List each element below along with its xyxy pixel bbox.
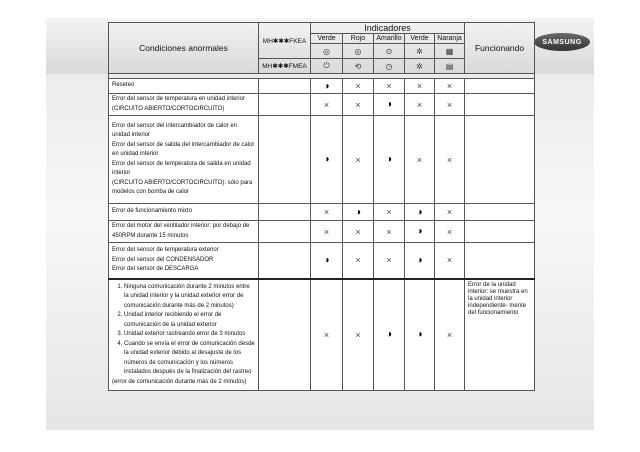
indicator-state: × xyxy=(435,79,465,94)
communication-note: (error de comunicación durante más de 2 minutos) xyxy=(112,378,247,385)
indicator-state: × xyxy=(435,204,465,221)
condition-text: Error de funcionamiento mixto xyxy=(112,208,193,215)
indicator-state: ◑ xyxy=(311,79,343,94)
clock-indicator-icon: ⊙ xyxy=(374,44,405,59)
operating-note: Error de la unidad interior: se muestra en la unidad interior independiente- mente del funcionamiento xyxy=(465,279,535,391)
communication-step: 2. Unidad interior recibiendo el error de comunicación de la unidad exterior xyxy=(124,311,255,330)
filter-indicator-icon: ▦ xyxy=(435,44,465,59)
indicator-state: × xyxy=(343,221,374,243)
condition-text: (CIRCUITO ABIERTO/CORTOCIRCUITO): sólo para modelos con bomba de calor xyxy=(112,179,253,195)
power-button-icon: ⏻ xyxy=(311,59,343,74)
indicator-state: ◑ xyxy=(405,204,435,221)
turbo-icon: ⟲ xyxy=(343,59,374,74)
table-row xyxy=(109,79,535,94)
indicator-state: × xyxy=(435,221,465,243)
color-red: Rojo xyxy=(343,34,374,44)
indicator-state: × xyxy=(343,79,374,94)
condition-text: Error del motor del ventilador interior: por debajo de 450RPM durante 15 minutos xyxy=(112,223,250,239)
indicator-state: × xyxy=(311,94,343,116)
operating-cell xyxy=(465,94,535,116)
fan-speed-icon: ✲ xyxy=(405,59,435,74)
operating-cell xyxy=(465,243,535,279)
condition-text: Error del sensor del intercambiador de calor en unidad interior xyxy=(112,122,238,138)
condition-cell xyxy=(109,243,259,279)
timer-icon: ◷ xyxy=(374,59,405,74)
model-fkea: MH✱✱✱FKEA xyxy=(259,23,311,59)
communication-error-row xyxy=(109,279,535,391)
communication-step: 1. Ninguna comunicación durante 2 minutos entre la unidad interior y la unidad exterior error de comunicación durante más de 2 minutos) xyxy=(124,283,255,312)
model-blank-cell xyxy=(259,279,311,391)
operating-cell xyxy=(465,221,535,243)
indicator-state: × xyxy=(374,79,405,94)
table-row xyxy=(109,204,535,221)
indicator-state: ◑ xyxy=(405,279,435,391)
conditions-header: Condiciones anormales xyxy=(109,23,259,74)
indicator-state: × xyxy=(374,221,405,243)
indicator-state: × xyxy=(435,243,465,279)
timer-indicator-icon: ◎ xyxy=(343,44,374,59)
indicator-state: × xyxy=(311,221,343,243)
indicator-state: × xyxy=(405,94,435,116)
condition-cell xyxy=(109,221,259,243)
model-blank-cell xyxy=(259,116,311,204)
indicator-state: × xyxy=(405,79,435,94)
samsung-logo: SAMSUNG xyxy=(534,33,590,51)
indicator-state: ◑ xyxy=(311,243,343,279)
indicator-state: × xyxy=(435,279,465,391)
condition-cell xyxy=(109,94,259,116)
indicator-state: ◑ xyxy=(374,94,405,116)
error-indicator-table xyxy=(108,22,535,391)
condition-text: Reseteo xyxy=(112,82,135,89)
model-blank-cell xyxy=(259,221,311,243)
indicator-state: ◑ xyxy=(405,243,435,279)
condition-text: Error del sensor de temperatura en unidad interior (CIRCUITO ABIERTO/CORTOCIRCUITO) xyxy=(112,96,246,112)
power-indicator-icon: ◎ xyxy=(311,44,343,59)
communication-step: 3. Unidad exterior rastreando error de 3 minutos xyxy=(124,330,255,340)
communication-steps xyxy=(112,283,255,378)
model-blank-cell xyxy=(259,204,311,221)
indicator-state: ◑ xyxy=(343,204,374,221)
operating-header: Funcionando xyxy=(465,23,535,74)
condition-cell xyxy=(109,204,259,221)
indicator-state: × xyxy=(435,116,465,204)
operating-cell xyxy=(465,79,535,94)
model-blank-cell xyxy=(259,243,311,279)
operating-cell xyxy=(465,116,535,204)
table-row xyxy=(109,243,535,279)
indicator-state: × xyxy=(343,279,374,391)
indicator-state: ◑ xyxy=(405,221,435,243)
condition-text: Error del sensor del CONDENSADOR xyxy=(112,256,214,263)
indicator-state: ◑ xyxy=(311,116,343,204)
condition-text: Error del sensor de DESCARGA xyxy=(112,266,199,272)
condition-text: Error del sensor de temperatura de salida en unidad interior xyxy=(112,160,251,176)
condition-text: Error del sensor de salida del intercambiador de calor en unidad interior xyxy=(112,141,255,157)
condition-cell xyxy=(109,79,259,94)
indicator-state: ◑ xyxy=(374,279,405,391)
table-row xyxy=(109,116,535,204)
grid-icon: ▤ xyxy=(435,59,465,74)
indicator-state: ◑ xyxy=(374,116,405,204)
indicator-state: × xyxy=(374,204,405,221)
indicator-state: × xyxy=(405,116,435,204)
table-row xyxy=(109,94,535,116)
indicator-state: × xyxy=(374,243,405,279)
color-green-1: Verde xyxy=(311,34,343,44)
model-blank-cell xyxy=(259,94,311,116)
color-yellow: Amarillo xyxy=(374,34,405,44)
indicator-state: × xyxy=(343,116,374,204)
indicator-state: × xyxy=(343,94,374,116)
table-row xyxy=(109,221,535,243)
indicator-state: × xyxy=(311,279,343,391)
condition-cell xyxy=(109,116,259,204)
model-blank-cell xyxy=(259,79,311,94)
fan-indicator-icon: ✲ xyxy=(405,44,435,59)
indicator-state: × xyxy=(343,243,374,279)
indicator-state: × xyxy=(311,204,343,221)
operating-cell xyxy=(465,204,535,221)
condition-text: Error del sensor de temperatura exterior xyxy=(112,247,219,253)
model-fmea: MH✱✱✱FMEA xyxy=(259,59,311,74)
indicators-header: Indicadores xyxy=(311,23,465,34)
communication-step: 4. Cuando se envía el error de comunicación desde la unidad exterior debido al desajuste de los números de comunicación y los números instalados después de la finalización del rastreo xyxy=(124,340,255,378)
color-orange: Naranja xyxy=(435,34,465,44)
color-green-2: Verde xyxy=(405,34,435,44)
communication-conditions xyxy=(109,279,259,391)
indicator-state: × xyxy=(435,94,465,116)
